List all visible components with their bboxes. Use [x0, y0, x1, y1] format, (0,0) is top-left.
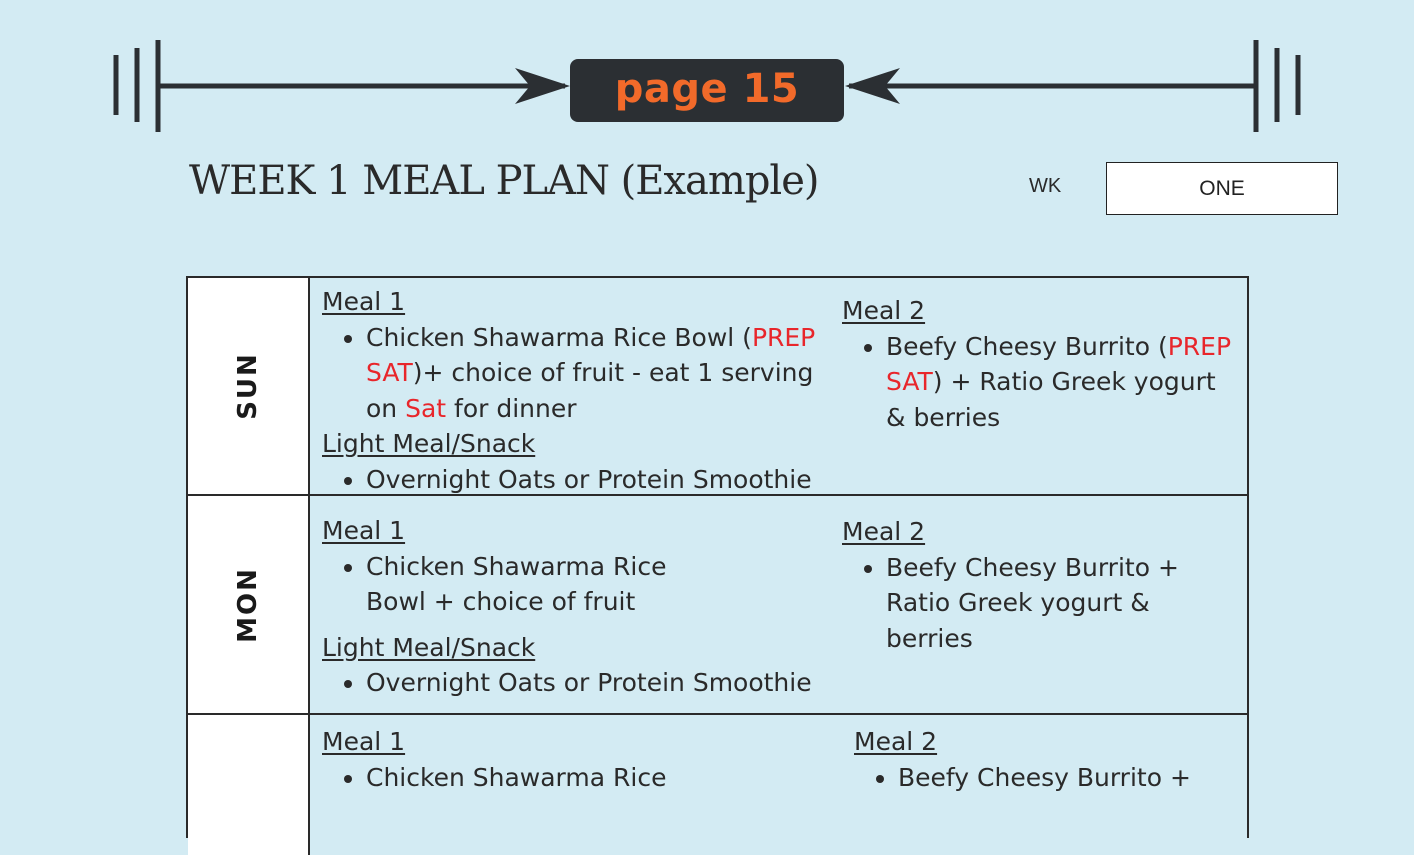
- list-item: • Beefy Cheesy Burrito + Ratio Greek yogurt & berries: [886, 550, 1192, 657]
- meal1-heading: Meal 1: [322, 287, 406, 316]
- meal2-heading: Meal 2: [854, 727, 938, 756]
- meal2-column: [854, 724, 1234, 795]
- day-cell-next: [188, 715, 310, 855]
- meal1-heading: Meal 1: [322, 516, 406, 545]
- snack-heading: Light Meal/Snack: [322, 632, 536, 662]
- meal2-heading: Meal 2: [842, 296, 926, 325]
- meal2-heading: Meal 2: [842, 517, 926, 546]
- row-divider: [188, 713, 1249, 715]
- page-number-badge: [570, 59, 844, 122]
- list-item: • Overnight Oats or Protein Smoothie: [366, 665, 862, 701]
- week-label: WK: [1029, 175, 1062, 197]
- meal-plan-table: [186, 276, 1249, 838]
- week-value-field: [1106, 162, 1338, 215]
- list-item: • Overnight Oats or Protein Smoothie: [366, 462, 842, 498]
- meal1-column: [322, 513, 862, 701]
- day-cell-mon: [188, 496, 310, 713]
- day-cell-sun: [188, 278, 310, 494]
- list-item: • Chicken Shawarma Rice Bowl + choice of fruit: [366, 549, 706, 620]
- list-item: • Beefy Cheesy Burrito +: [898, 760, 1234, 796]
- meal1-column: [322, 284, 842, 497]
- meal1-heading: Meal 1: [322, 727, 406, 756]
- week-value: ONE: [1199, 176, 1245, 200]
- meal2-column: [842, 293, 1242, 435]
- list-item: • Beefy Cheesy Burrito (PREP SAT) + Ratio Greek yogurt & berries: [886, 329, 1242, 436]
- page-number: page 15: [614, 65, 800, 112]
- day-label: SUN: [233, 352, 263, 420]
- day-label: MON: [233, 566, 263, 643]
- meal2-column: [842, 514, 1192, 656]
- page-title: WEEK 1 MEAL PLAN (Example): [189, 158, 819, 204]
- row-divider: [188, 494, 1249, 496]
- snack-heading: Light Meal/Snack: [322, 429, 536, 458]
- meal1-column: [322, 724, 842, 795]
- list-item: • Chicken Shawarma Rice Bowl (PREP SAT)+ choice of fruit - eat 1 serving on Sat for dinner: [366, 320, 842, 427]
- list-item: • Chicken Shawarma Rice: [366, 760, 842, 796]
